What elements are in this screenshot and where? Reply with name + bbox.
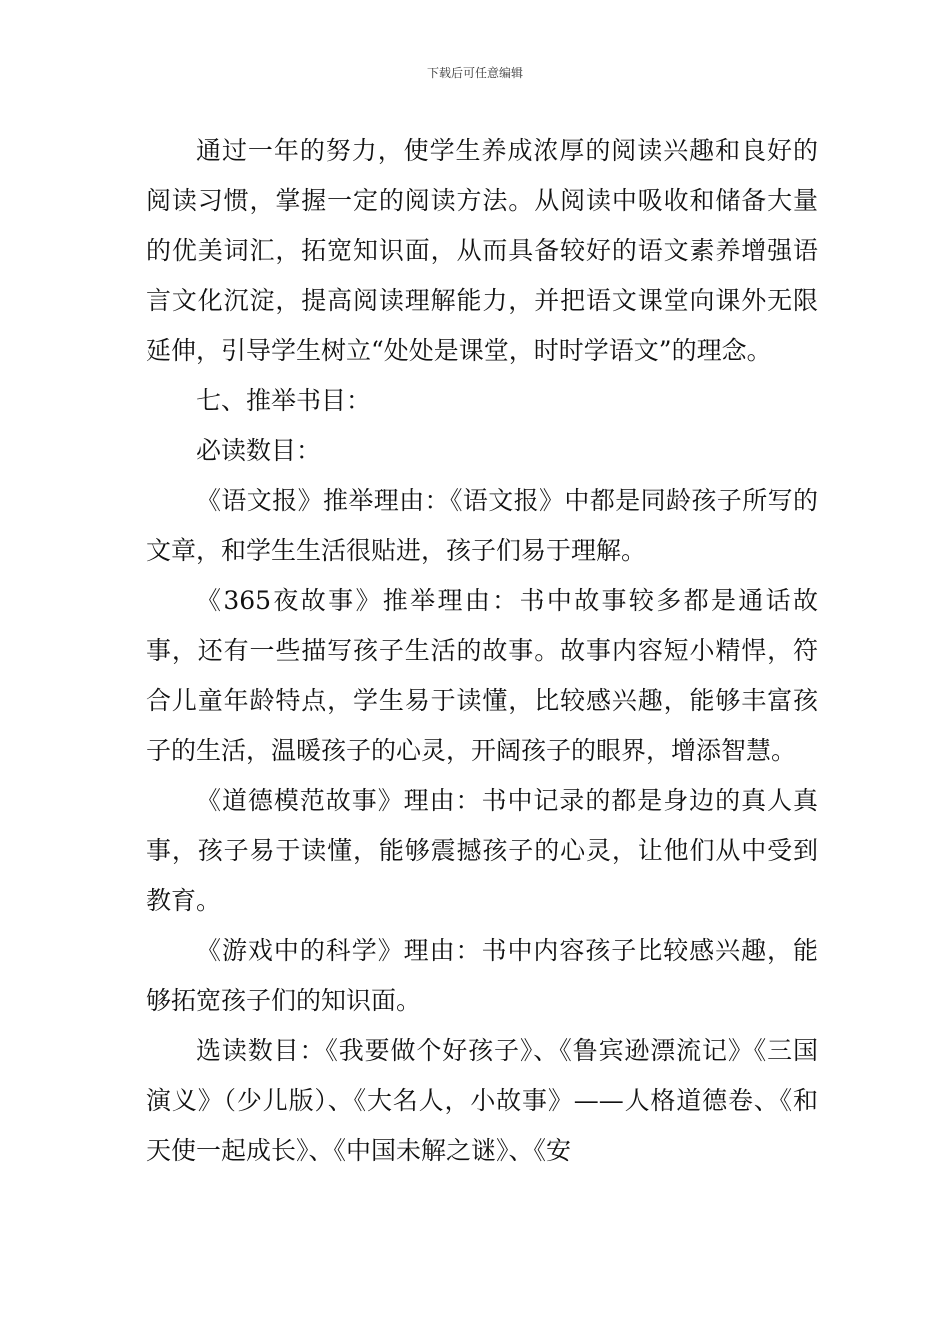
paragraph-book-yuwenbao: 《语文报》推举理由：《语文报》中都是同龄孩子所写的文章，和学生生活很贴进，孩子们易于理解。 <box>146 486 818 565</box>
paragraph-goal: 通过一年的努力，使学生养成浓厚的阅读兴趣和良好的阅读习惯，掌握一定的阅读方法。从阅读中吸收和储备大量的优美词汇，拓宽知识面，从而具备较好的语文素养增强语言文化沉淀，提高阅读理解能力，并把语文课堂向课外无限延伸，引导学生树立“处处是课堂，时时学语文”的理念。 <box>146 136 818 365</box>
paragraph-book-365-stories: 《365夜故事》推举理由：书中故事较多都是通话故事，还有一些描写孩子生活的故事。故事内容短小精悍，符合儿童年龄特点，学生易于读懂，比较感兴趣，能够丰富孩子的生活，温暖孩子的心灵，开阔孩子的眼界，增添智慧。 <box>146 586 818 765</box>
page-header-note: 下载后可任意编辑 <box>426 66 523 80</box>
paragraph-optional-reading: 选读数目：《我要做个好孩子》、《鲁宾逊漂流记》《三国演义》（少儿版）、《大名人，小故事》——人格道德卷、《和天使一起成长》、《中国未解之谜》、《安 <box>146 1036 818 1165</box>
paragraph-required-reading: 必读数目： <box>196 436 322 465</box>
paragraph-section-heading: 七、推举书目： <box>196 386 372 415</box>
paragraph-book-moral-models: 《道德模范故事》理由：书中记录的都是身边的真人真事，孩子易于读懂，能够震撼孩子的心灵，让他们从中受到教育。 <box>146 786 818 915</box>
document-body <box>146 126 818 1176</box>
paragraph-book-science-games: 《游戏中的科学》理由：书中内容孩子比较感兴趣，能够拓宽孩子们的知识面。 <box>146 936 818 1015</box>
